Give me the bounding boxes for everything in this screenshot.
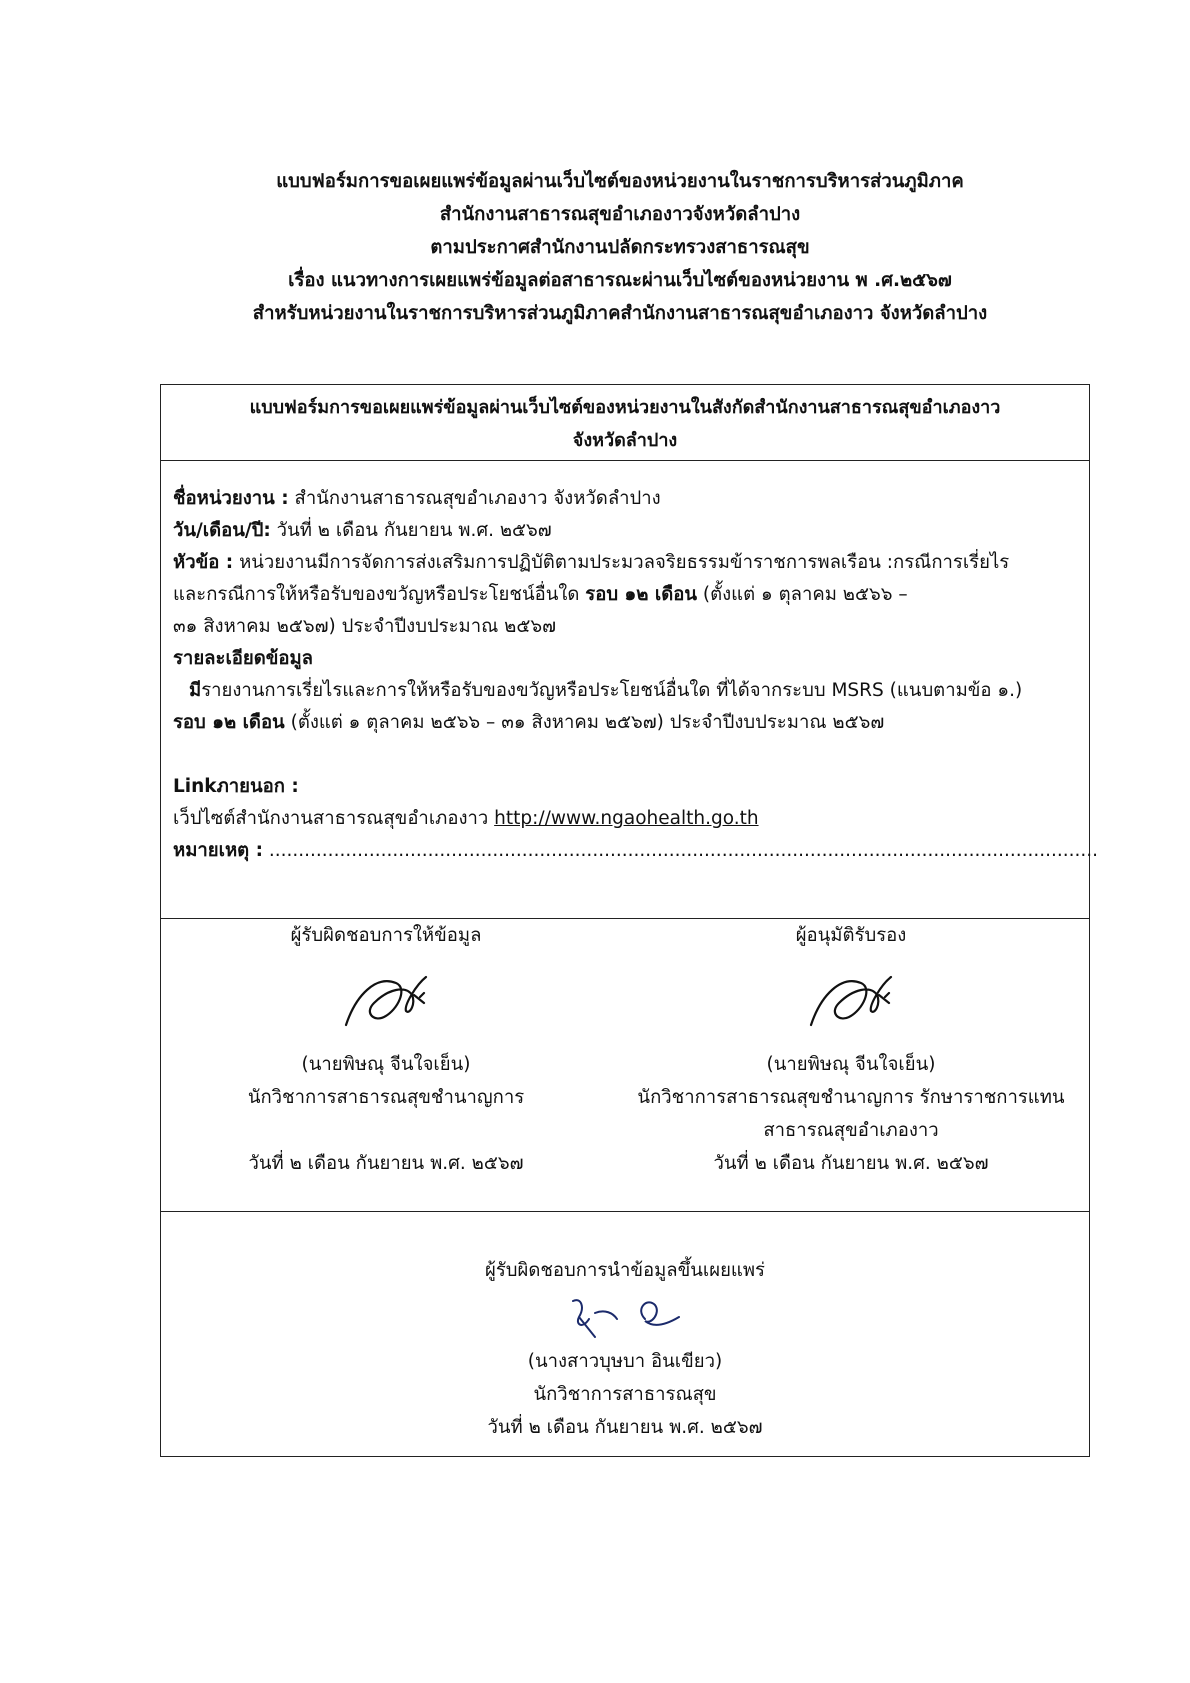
left-date: วันที่ ๒ เดือน กันยายน พ.ศ. ๒๕๖๗ [248,1153,524,1174]
right-date: วันที่ ๒ เดือน กันยายน พ.ศ. ๒๕๖๗ [713,1153,989,1174]
publisher-position: นักวิชาการสาธารณสุข [533,1384,717,1405]
form-title-line-2: จังหวัดลำปาง [572,430,678,451]
publisher-signature-image [161,1287,1089,1345]
detail-round: รอบ ๑๒ เดือน [173,712,285,733]
topic-line-2-a: และกรณีการให้หรือรับของขวัญหรือประโยชน์อื่นใด [173,584,586,605]
form-box [160,384,1099,1457]
right-position: นักวิชาการสาธารณสุขชำนาญการ รักษาราชการแทน [637,1087,1065,1108]
date-row [173,515,1077,547]
left-role: ผู้รับผิดชอบการให้ข้อมูล [290,925,482,946]
detail-label-row [173,643,1077,675]
detail-line-1 [173,675,1077,707]
publisher-name: (นางสาวบุษบา อินเขียว) [527,1351,723,1372]
detail-line-1-text: รายงานการเรี่ยไรและการให้หรือรับของขวัญหรือประโยชน์อื่นใด ที่ได้จากระบบ MSRS (แนบตามข้อ ๑.) [201,680,1023,701]
website-link[interactable]: http://www.ngaohealth.go.th [494,808,759,829]
page-header [160,165,1080,330]
right-signature-image [616,952,1086,1048]
remark-dots: ............................................................................................................................................. [263,840,1099,861]
signature-section [161,919,1089,1212]
publisher-date: วันที่ ๒ เดือน กันยายน พ.ศ. ๒๕๖๗ [487,1417,763,1438]
date-value: วันที่ ๒ เดือน กันยายน พ.ศ. ๒๕๖๗ [270,520,552,541]
topic-line-2-b: (ตั้งแต่ ๑ ตุลาคม ๒๕๖๖ – [697,584,908,605]
link-row [173,803,1077,835]
signature-right [616,919,1086,1180]
right-role: ผู้อนุมัติรับรอง [795,925,907,946]
publisher-role: ผู้รับผิดชอบการนำข้อมูลขึ้นเผยแพร่ [485,1260,765,1281]
agency-label: ชื่อหน่วยงาน : [173,488,289,509]
detail-line-2 [173,707,1077,739]
topic-line-1: หน่วยงานมีการจัดการส่งเสริมการปฏิบัติตามประมวลจริยธรรมข้าราชการพลเรือน :กรณีการเรี่ยไร [233,552,1010,573]
left-name: (นายพิษณุ จีนใจเย็น) [301,1054,471,1075]
topic-line-2 [173,579,1077,611]
detail-label: รายละเอียดข้อมูล [173,648,314,669]
date-label: วัน/เดือน/ปี: [173,520,271,541]
signature-left [221,919,551,1180]
header-line-5: สำหรับหน่วยงานในราชการบริหารส่วนภูมิภาคสำนักงานสาธารณสุขอำเภองาว จังหวัดลำปาง [252,303,988,324]
form-title-line-1: แบบฟอร์มการขอเผยแพร่ข้อมูลผ่านเว็บไซต์ของหน่วยงานในสังกัดสำนักงานสาธารณสุขอำเภองาว [249,397,1001,418]
topic-line-3: ๓๑ สิงหาคม ๒๕๖๗) ประจำปีงบประมาณ ๒๕๖๗ [173,616,557,637]
remark-label: หมายเหตุ : [173,840,263,861]
header-line-4: เรื่อง แนวทางการเผยแพร่ข้อมูลต่อสาธารณะผ่านเว็บไซต์ของหน่วยงาน พ .ศ.๒๕๖๗ [288,270,952,291]
header-line-3: ตามประกาศสำนักงานปลัดกระทรวงสาธารณสุข [430,237,810,258]
topic-row [173,547,1077,579]
detail-line-1-bold: มี [189,680,202,701]
left-position: นักวิชาการสาธารณสุขชำนาญการ [247,1087,525,1108]
form-info-section [161,461,1099,919]
agency-row [173,483,1077,515]
link-label-row [173,771,1077,803]
link-label: Linkภายนอก : [173,776,299,797]
right-position-2: สาธารณสุขอำเภองาว [763,1120,939,1141]
remark-row [173,835,1099,867]
publisher-section [161,1212,1089,1457]
agency-value: สำนักงานสาธารณสุขอำเภองาว จังหวัดลำปาง [288,488,661,509]
left-signature-image [221,952,551,1048]
link-prefix: เว็ปไซต์สำนักงานสาธารณสุขอำเภองาว [173,808,495,829]
right-name: (นายพิษณุ จีนใจเย็น) [766,1054,936,1075]
header-line-2: สำนักงานสาธารณสุขอำเภองาวจังหวัดลำปาง [439,204,801,225]
form-title [161,385,1089,461]
topic-label: หัวข้อ : [173,552,234,573]
detail-line-2-text: (ตั้งแต่ ๑ ตุลาคม ๒๕๖๖ – ๓๑ สิงหาคม ๒๕๖๗) ประจำปีงบประมาณ ๒๕๖๗ [284,712,885,733]
topic-round: รอบ ๑๒ เดือน [585,584,698,605]
header-line-1: แบบฟอร์มการขอเผยแพร่ข้อมูลผ่านเว็บไซต์ของหน่วยงานในราชการบริหารส่วนภูมิภาค [276,171,964,192]
